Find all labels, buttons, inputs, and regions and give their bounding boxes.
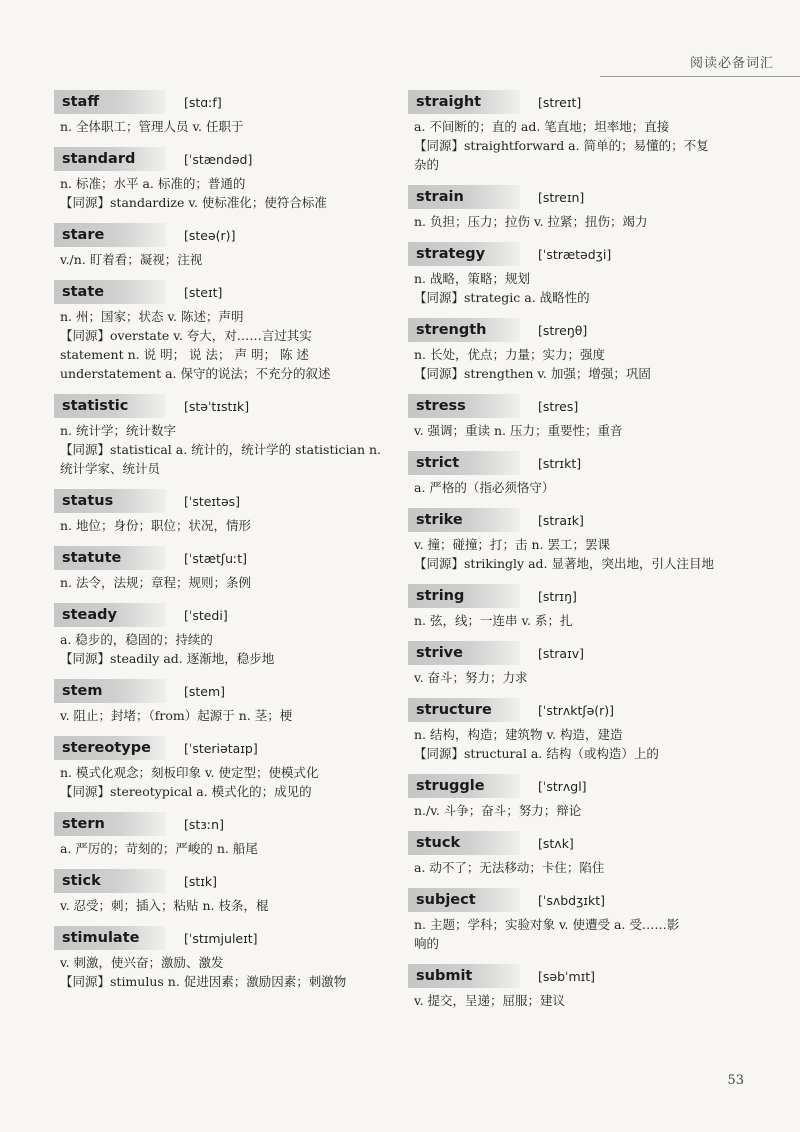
- phonetic: [ˈstætʃuːt]: [184, 550, 248, 566]
- headword: struggle: [408, 774, 520, 798]
- phonetic: [streŋθ]: [538, 322, 588, 338]
- headword: strain: [408, 185, 520, 209]
- vocab-entry: [54, 869, 392, 915]
- definition-line: 杂的: [414, 157, 440, 172]
- definition-line: 响的: [414, 936, 440, 951]
- definition-line: n. 州；国家；状态 v. 陈述；声明: [60, 309, 244, 324]
- vocab-entry: [54, 280, 392, 383]
- headword: structure: [408, 698, 520, 722]
- definition-line: 【同源】straightforward a. 简单的；易懂的；不复: [414, 138, 709, 153]
- right-column: [408, 90, 753, 1021]
- phonetic: [ˈsteɪtəs]: [184, 493, 241, 509]
- vocab-entry: [54, 603, 392, 668]
- header-title: 阅读必备词汇: [689, 56, 774, 71]
- headword: stem: [54, 679, 166, 703]
- definition-line: v. 撞；碰撞；打；击 n. 罢工；罢课: [414, 537, 610, 552]
- headword: stern: [54, 812, 166, 836]
- definition-line: understatement a. 保守的说法；不充分的叙述: [60, 366, 331, 381]
- vocab-entry: [54, 926, 392, 991]
- headword: stuck: [408, 831, 520, 855]
- vocab-entry: [408, 698, 753, 763]
- page-number: 53: [727, 1073, 744, 1088]
- entry-head: [54, 926, 392, 950]
- headword: strive: [408, 641, 520, 665]
- vocab-entry: [408, 888, 753, 953]
- vocab-entry: [54, 812, 392, 858]
- headword: steady: [54, 603, 166, 627]
- definition-line: n. 标准；水平 a. 标准的；普通的: [60, 176, 246, 191]
- phonetic: [ˈstændəd]: [184, 151, 253, 167]
- definition-line: a. 不间断的；直的 ad. 笔直地；坦率地；直接: [414, 119, 670, 134]
- headword: strict: [408, 451, 520, 475]
- entry-head: [54, 394, 392, 418]
- headword: stress: [408, 394, 520, 418]
- phonetic: [ˈstrʌktʃə(r)]: [538, 702, 615, 718]
- definition-line: 【同源】strengthen v. 加强；增强；巩固: [414, 366, 651, 381]
- definition-line: n. 地位；身份；职位；状况，情形: [60, 518, 251, 533]
- definition-line: v. 刺激，使兴奋；激励、激发: [60, 955, 224, 970]
- entry-head: [408, 964, 753, 988]
- definition-line: n. 全体职工；管理人员 v. 任职于: [60, 119, 244, 134]
- entry-head: [408, 242, 753, 266]
- phonetic: [stem]: [184, 683, 226, 699]
- entry-head: [408, 641, 753, 665]
- entry-head: [54, 736, 392, 760]
- definition-line: a. 动不了；无法移动；卡住；陷住: [414, 860, 605, 875]
- entry-head: [408, 451, 753, 475]
- vocab-entry: [408, 508, 753, 573]
- phonetic: [steɪt]: [184, 284, 223, 300]
- left-column: [54, 90, 392, 1002]
- headword: strike: [408, 508, 520, 532]
- definition-line: n. 统计学；统计数字: [60, 423, 176, 438]
- headword: strength: [408, 318, 520, 342]
- headword: status: [54, 489, 166, 513]
- phonetic: [ˈstrætədʒi]: [538, 246, 612, 262]
- entry-head: [54, 679, 392, 703]
- vocab-entry: [54, 394, 392, 478]
- definition-line: v. 强调；重读 n. 压力；重要性；重音: [414, 423, 623, 438]
- definition-line: a. 严厉的；苛刻的；严峻的 n. 船尾: [60, 841, 258, 856]
- entry-head: [408, 318, 753, 342]
- entry-head: [54, 869, 392, 893]
- definition-line: v. 奋斗；努力；力求: [414, 670, 528, 685]
- phonetic: [streɪt]: [538, 94, 582, 110]
- entry-head: [54, 812, 392, 836]
- entry-head: [408, 394, 753, 418]
- headword: submit: [408, 964, 520, 988]
- vocab-entry: [408, 964, 753, 1010]
- vocab-entry: [408, 584, 753, 630]
- entry-head: [408, 698, 753, 722]
- definition-line: v./n. 盯着看；凝视；注视: [60, 252, 203, 267]
- vocab-entry: [54, 147, 392, 212]
- entry-head: [54, 546, 392, 570]
- headword: string: [408, 584, 520, 608]
- headword: statute: [54, 546, 166, 570]
- phonetic: [straɪk]: [538, 512, 584, 528]
- vocab-entry: [54, 489, 392, 535]
- phonetic: [straɪv]: [538, 645, 585, 661]
- phonetic: [stʌk]: [538, 835, 574, 851]
- headword: stare: [54, 223, 166, 247]
- definition-line: n. 法令，法规；章程；规则；条例: [60, 575, 251, 590]
- definition-line: n. 结构，构造；建筑物 v. 构造，建造: [414, 727, 623, 742]
- definition-line: n. 弦，线；一连串 v. 系；扎: [414, 613, 573, 628]
- vocab-entry: [408, 242, 753, 307]
- headword: stimulate: [54, 926, 166, 950]
- vocab-entry: [408, 831, 753, 877]
- vocab-entry: [408, 185, 753, 231]
- vocab-entry: [54, 679, 392, 725]
- headword: standard: [54, 147, 166, 171]
- definition-line: statement n. 说 明； 说 法； 声 明； 陈 述: [60, 347, 309, 362]
- entry-head: [408, 774, 753, 798]
- definition-line: 【同源】stimulus n. 促进因素；激励因素；刺激物: [60, 974, 347, 989]
- definition-line: a. 稳步的，稳固的；持续的: [60, 632, 213, 647]
- definition-line: 【同源】strikingly ad. 显著地，突出地，引人注目地: [414, 556, 714, 571]
- headword: strategy: [408, 242, 520, 266]
- entry-head: [54, 280, 392, 304]
- header-rule: [600, 76, 800, 77]
- definition-line: a. 严格的（指必须恪守）: [414, 480, 555, 495]
- entry-head: [408, 831, 753, 855]
- vocab-entry: [408, 451, 753, 497]
- phonetic: [ˈstrʌgl]: [538, 778, 587, 794]
- vocab-entry: [54, 223, 392, 269]
- entry-head: [54, 147, 392, 171]
- phonetic: [səbˈmɪt]: [538, 968, 596, 984]
- phonetic: [stɪk]: [184, 873, 218, 889]
- definition-line: v. 忍受；刺；插入；粘贴 n. 枝条，棍: [60, 898, 269, 913]
- headword: staff: [54, 90, 166, 114]
- entry-head: [54, 603, 392, 627]
- definition-line: n. 战略，策略；规划: [414, 271, 530, 286]
- vocab-entry: [408, 641, 753, 687]
- headword: stick: [54, 869, 166, 893]
- definition-line: 【同源】overstate v. 夸大，对……言过其实: [60, 328, 312, 343]
- vocab-entry: [54, 546, 392, 592]
- entry-head: [408, 90, 753, 114]
- phonetic: [strɪŋ]: [538, 588, 577, 604]
- definition-line: v. 提交，呈递；屈服；建议: [414, 993, 566, 1008]
- entry-head: [54, 223, 392, 247]
- headword: straight: [408, 90, 520, 114]
- entry-head: [408, 584, 753, 608]
- vocab-entry: [408, 318, 753, 383]
- phonetic: [steə(r)]: [184, 227, 236, 243]
- vocab-entry: [408, 90, 753, 174]
- definition-line: 【同源】statistical a. 统计的，统计学的 statistician n.: [60, 442, 381, 457]
- definition-line: 统计学家、统计员: [60, 461, 161, 476]
- phonetic: [ˈsʌbdʒɪkt]: [538, 892, 605, 908]
- vocab-entry: [408, 774, 753, 820]
- phonetic: [ˈsteriətaɪp]: [184, 740, 258, 756]
- entry-head: [54, 90, 392, 114]
- definition-line: 【同源】strategic a. 战略性的: [414, 290, 590, 305]
- definition-line: 【同源】standardize v. 使标准化；使符合标准: [60, 195, 327, 210]
- entry-head: [54, 489, 392, 513]
- vocab-entry: [408, 394, 753, 440]
- phonetic: [ˈstɪmjuleɪt]: [184, 930, 258, 946]
- definition-line: n./v. 斗争；奋斗；努力；辩论: [414, 803, 582, 818]
- phonetic: [stɑːf]: [184, 94, 222, 110]
- definition-line: 【同源】stereotypical a. 模式化的；成见的: [60, 784, 312, 799]
- vocab-entry: [54, 736, 392, 801]
- headword: subject: [408, 888, 520, 912]
- entry-head: [408, 508, 753, 532]
- phonetic: [ˈstedi]: [184, 607, 228, 623]
- phonetic: [streɪn]: [538, 189, 585, 205]
- headword: statistic: [54, 394, 166, 418]
- headword: state: [54, 280, 166, 304]
- definition-line: n. 主题；学科；实验对象 v. 使遭受 a. 受……影: [414, 917, 680, 932]
- definition-line: 【同源】steadily ad. 逐渐地，稳步地: [60, 651, 275, 666]
- vocab-entry: [54, 90, 392, 136]
- phonetic: [stəˈtɪstɪk]: [184, 398, 250, 414]
- phonetic: [stres]: [538, 398, 579, 414]
- phonetic: [strɪkt]: [538, 455, 582, 471]
- entry-head: [408, 888, 753, 912]
- definition-line: n. 长处，优点；力量；实力；强度: [414, 347, 605, 362]
- definition-line: n. 模式化观念；刻板印象 v. 使定型；使模式化: [60, 765, 319, 780]
- definition-line: n. 负担；压力；拉伤 v. 拉紧；扭伤；竭力: [414, 214, 648, 229]
- definition-line: v. 阻止；封堵；（from）起源于 n. 茎；梗: [60, 708, 293, 723]
- headword: stereotype: [54, 736, 166, 760]
- phonetic: [stɜːn]: [184, 816, 224, 832]
- definition-line: 【同源】structural a. 结构（或构造）上的: [414, 746, 659, 761]
- entry-head: [408, 185, 753, 209]
